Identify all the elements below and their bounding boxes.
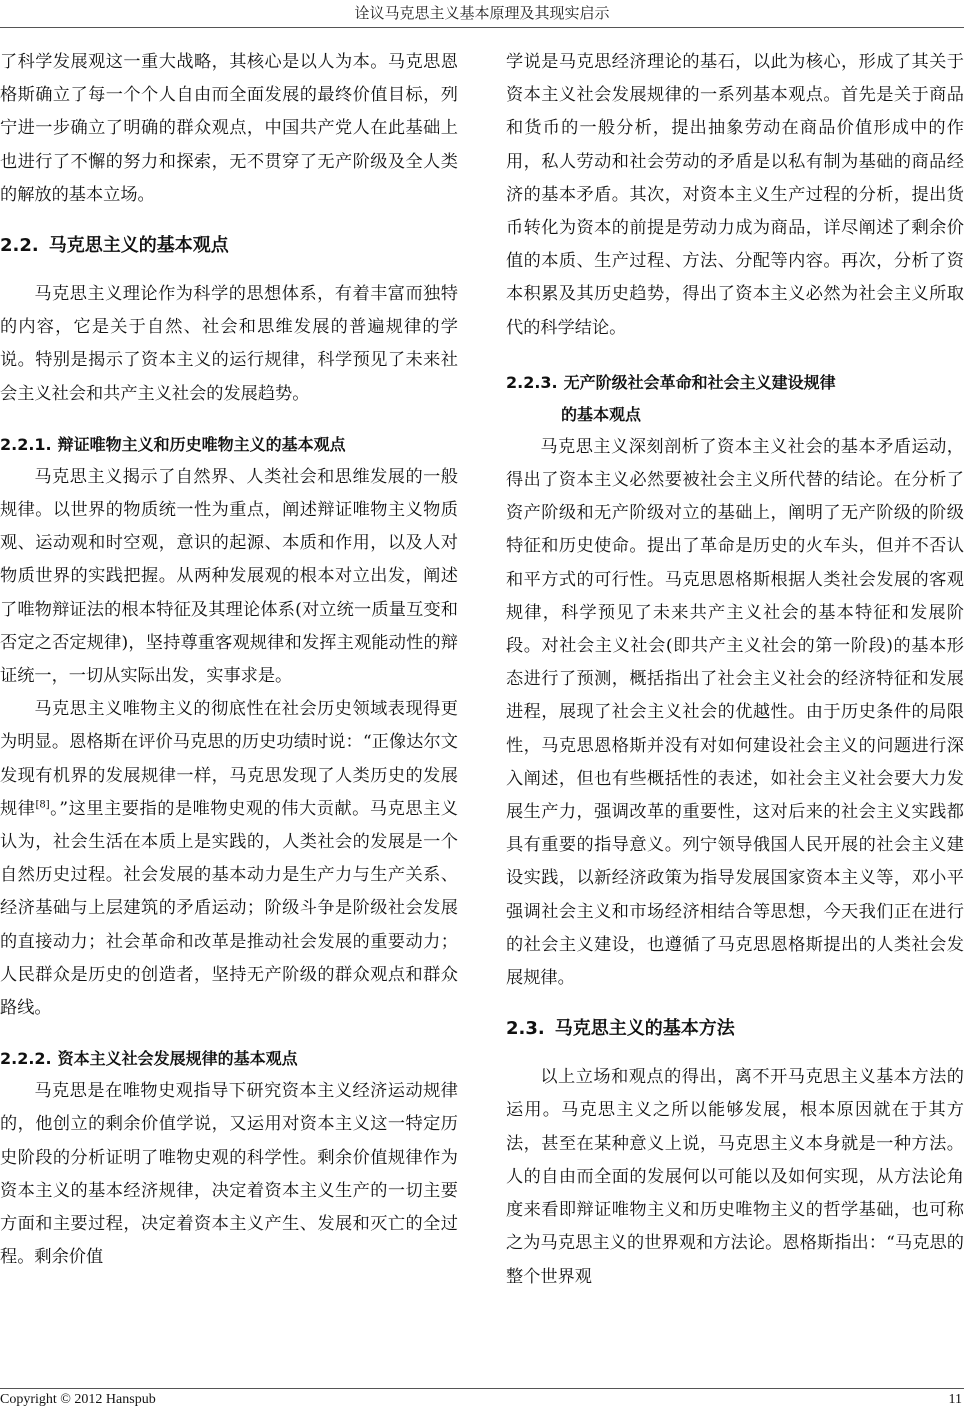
running-header: 诠议马克思主义基本原理及其现实启示 [354,4,610,22]
paragraph: 了科学发展观这一重大战略，其核心是以人为本。马克思恩格斯确立了每一个个人自由而全面发展的最终价值目标，列宁进一步确立了明确的群众观点，中国共产党人在此基础上也进行了不懈的努力和探索，无不贯穿了无产阶级及全人类的解放的基本立场。 [0,52,458,205]
section-heading-2-2 [0,234,458,258]
paragraph: 马克思主义深刻剖析了资本主义社会的基本矛盾运动，得出了资本主义必然要被社会主义所代替的结论。在分析了资产阶级和无产阶级对立的基础上，阐明了无产阶级的阶级特征和历史使命。提出了革命是历史的火车头，但并不否认和平方式的可行性。马克思恩格斯根据人类社会发展的客观规律，科学预见了未来共产主义社会的基本特征和发展阶段。对社会主义社会(即共产主义社会的第一阶段)的基本形态进行了预测，概括指出了社会主义社会的经济特征和发展进程，展现了社会主义社会的优越性。由于历史条件的局限性，马克思恩格斯并没有对如何建设社会主义的问题进行深入阐述，但也有些概括性的表述，如社会主义社会要大力发展生产力，强调改革的重要性，这对后来的社会主义实践都具有重要的指导意义。列宁领导俄国人民开展的社会主义建设实践，以新经济政策为指导发展国家资本主义等，邓小平强调社会主义和市场经济相结合等思想，今天我们正在进行的社会主义建设，也遵循了马克思恩格斯提出的人类社会发展规律。 [506,436,964,989]
section-number: 2.2.2. [0,1049,52,1069]
section-number: 2.2. [0,235,39,257]
section-title: 辩证唯物主义和历史唯物主义的基本观点 [57,434,346,454]
section-heading-2-3 [506,1017,964,1041]
right-column [506,46,964,1294]
footer-copyright: Copyright © 2012 Hanspub [0,1392,156,1407]
paragraph [0,693,458,1025]
section-number: 2.2.3. [506,372,558,392]
page-number: 11 [948,1392,962,1407]
section-number: 2.3. [506,1018,545,1040]
header-rule [0,27,964,28]
section-heading-2-2-1 [0,429,458,461]
paragraph: 学说是马克思经济理论的基石，以此为核心，形成了其关于资本主义社会发展规律的一系列基本观点。首先是关于商品和货币的一般分析，提出抽象劳动在商品价值形成中的作用，私人劳动和社会劳动的矛盾是以私有制为基础的商品经济的基本矛盾。其次，对资本主义生产过程的分析，提出货币转化为资本的前提是劳动力成为商品，详尽阐述了剩余价值的本质、生产过程、方法、分配等内容。再次，分析了资本积累及其历史趋势，得出了资本主义必然为社会主义所取代的科学结论。 [506,52,964,338]
section-title: 资本主义社会发展规律的基本观点 [57,1049,298,1069]
paragraph: 马克思主义理论作为科学的思想体系，有着丰富而独特的内容，它是关于自然、社会和思维发展的普遍规律的学说。特别是揭示了资本主义的运行规律，科学预见了未来社会主义社会和共产主义社会的发展趋势。 [0,284,458,404]
section-title: 马克思主义的基本观点 [48,235,229,257]
citation-ref[interactable]: [8] [35,799,50,811]
section-title: 马克思主义的基本方法 [554,1018,735,1040]
section-heading-2-2-3 [506,367,964,431]
paragraph: 以上立场和观点的得出，离不开马克思主义基本方法的运用。马克思主义之所以能够发展，根本原因就在于其方法，甚至在某种意义上说，马克思主义本身就是一种方法。人的自由而全面的发展何以可能以及如何实现，从方法论角度来看即辩证唯物主义和历史唯物主义的哲学基础，也可称之为马克思主义的世界观和方法论。恩格斯指出：“马克思的整个世界观 [506,1067,964,1287]
section-number: 2.2.1. [0,434,52,454]
paragraph: 马克思主义揭示了自然界、人类社会和思维发展的一般规律。以世界的物质统一性为重点，阐述辩证唯物主义物质观、运动观和时空观，意识的起源、本质和作用，以及人对物质世界的实践把握。从两种发展观的根本对立出发，阐述了唯物辩证法的根本特征及其理论体系(对立统一质量互变和否定之否定规律)，坚持尊重客观规律和发挥主观能动性的辩证统一，一切从实际出发，实事求是。 [0,466,458,687]
paragraph-text: 马克思主义唯物主义的彻底性在社会历史领域表现得更为明显。恩格斯在评价马克思的历史功绩时说：“正像达尔文发现有机界的发展规律一样，马克思发现了人类历史的发展规律 [0,699,458,819]
paragraph: 马克思是在唯物史观指导下研究资本主义经济运动规律的，他创立的剩余价值学说，又运用对资本主义这一特定历史阶段的分析证明了唯物史观的科学性。剩余价值规律作为资本主义的基本经济规律，决定着资本主义生产的一切主要方面和主要过程，决定着资本主义产生、发展和灭亡的全过程。剩余价值 [0,1081,458,1268]
left-column [0,46,458,1275]
section-heading-2-2-2 [0,1043,458,1075]
footer-rule [0,1388,964,1389]
section-title-continued: 的基本观点 [561,404,642,424]
section-title: 无产阶级社会革命和社会主义建设规律 [563,372,836,392]
paragraph-text: 。”这里主要指的是唯物史观的伟大贡献。马克思主义认为，社会生活在本质上是实践的，人类社会的发展是一个自然历史过程。社会发展的基本动力是生产力与生产关系、经济基础与上层建筑的矛盾运动；阶级斗争是阶级社会发展的直接动力；社会革命和改革是推动社会发展的重要动力；人民群众是历史的创造者，坚持无产阶级的群众观点和群众路线。 [0,798,458,1019]
